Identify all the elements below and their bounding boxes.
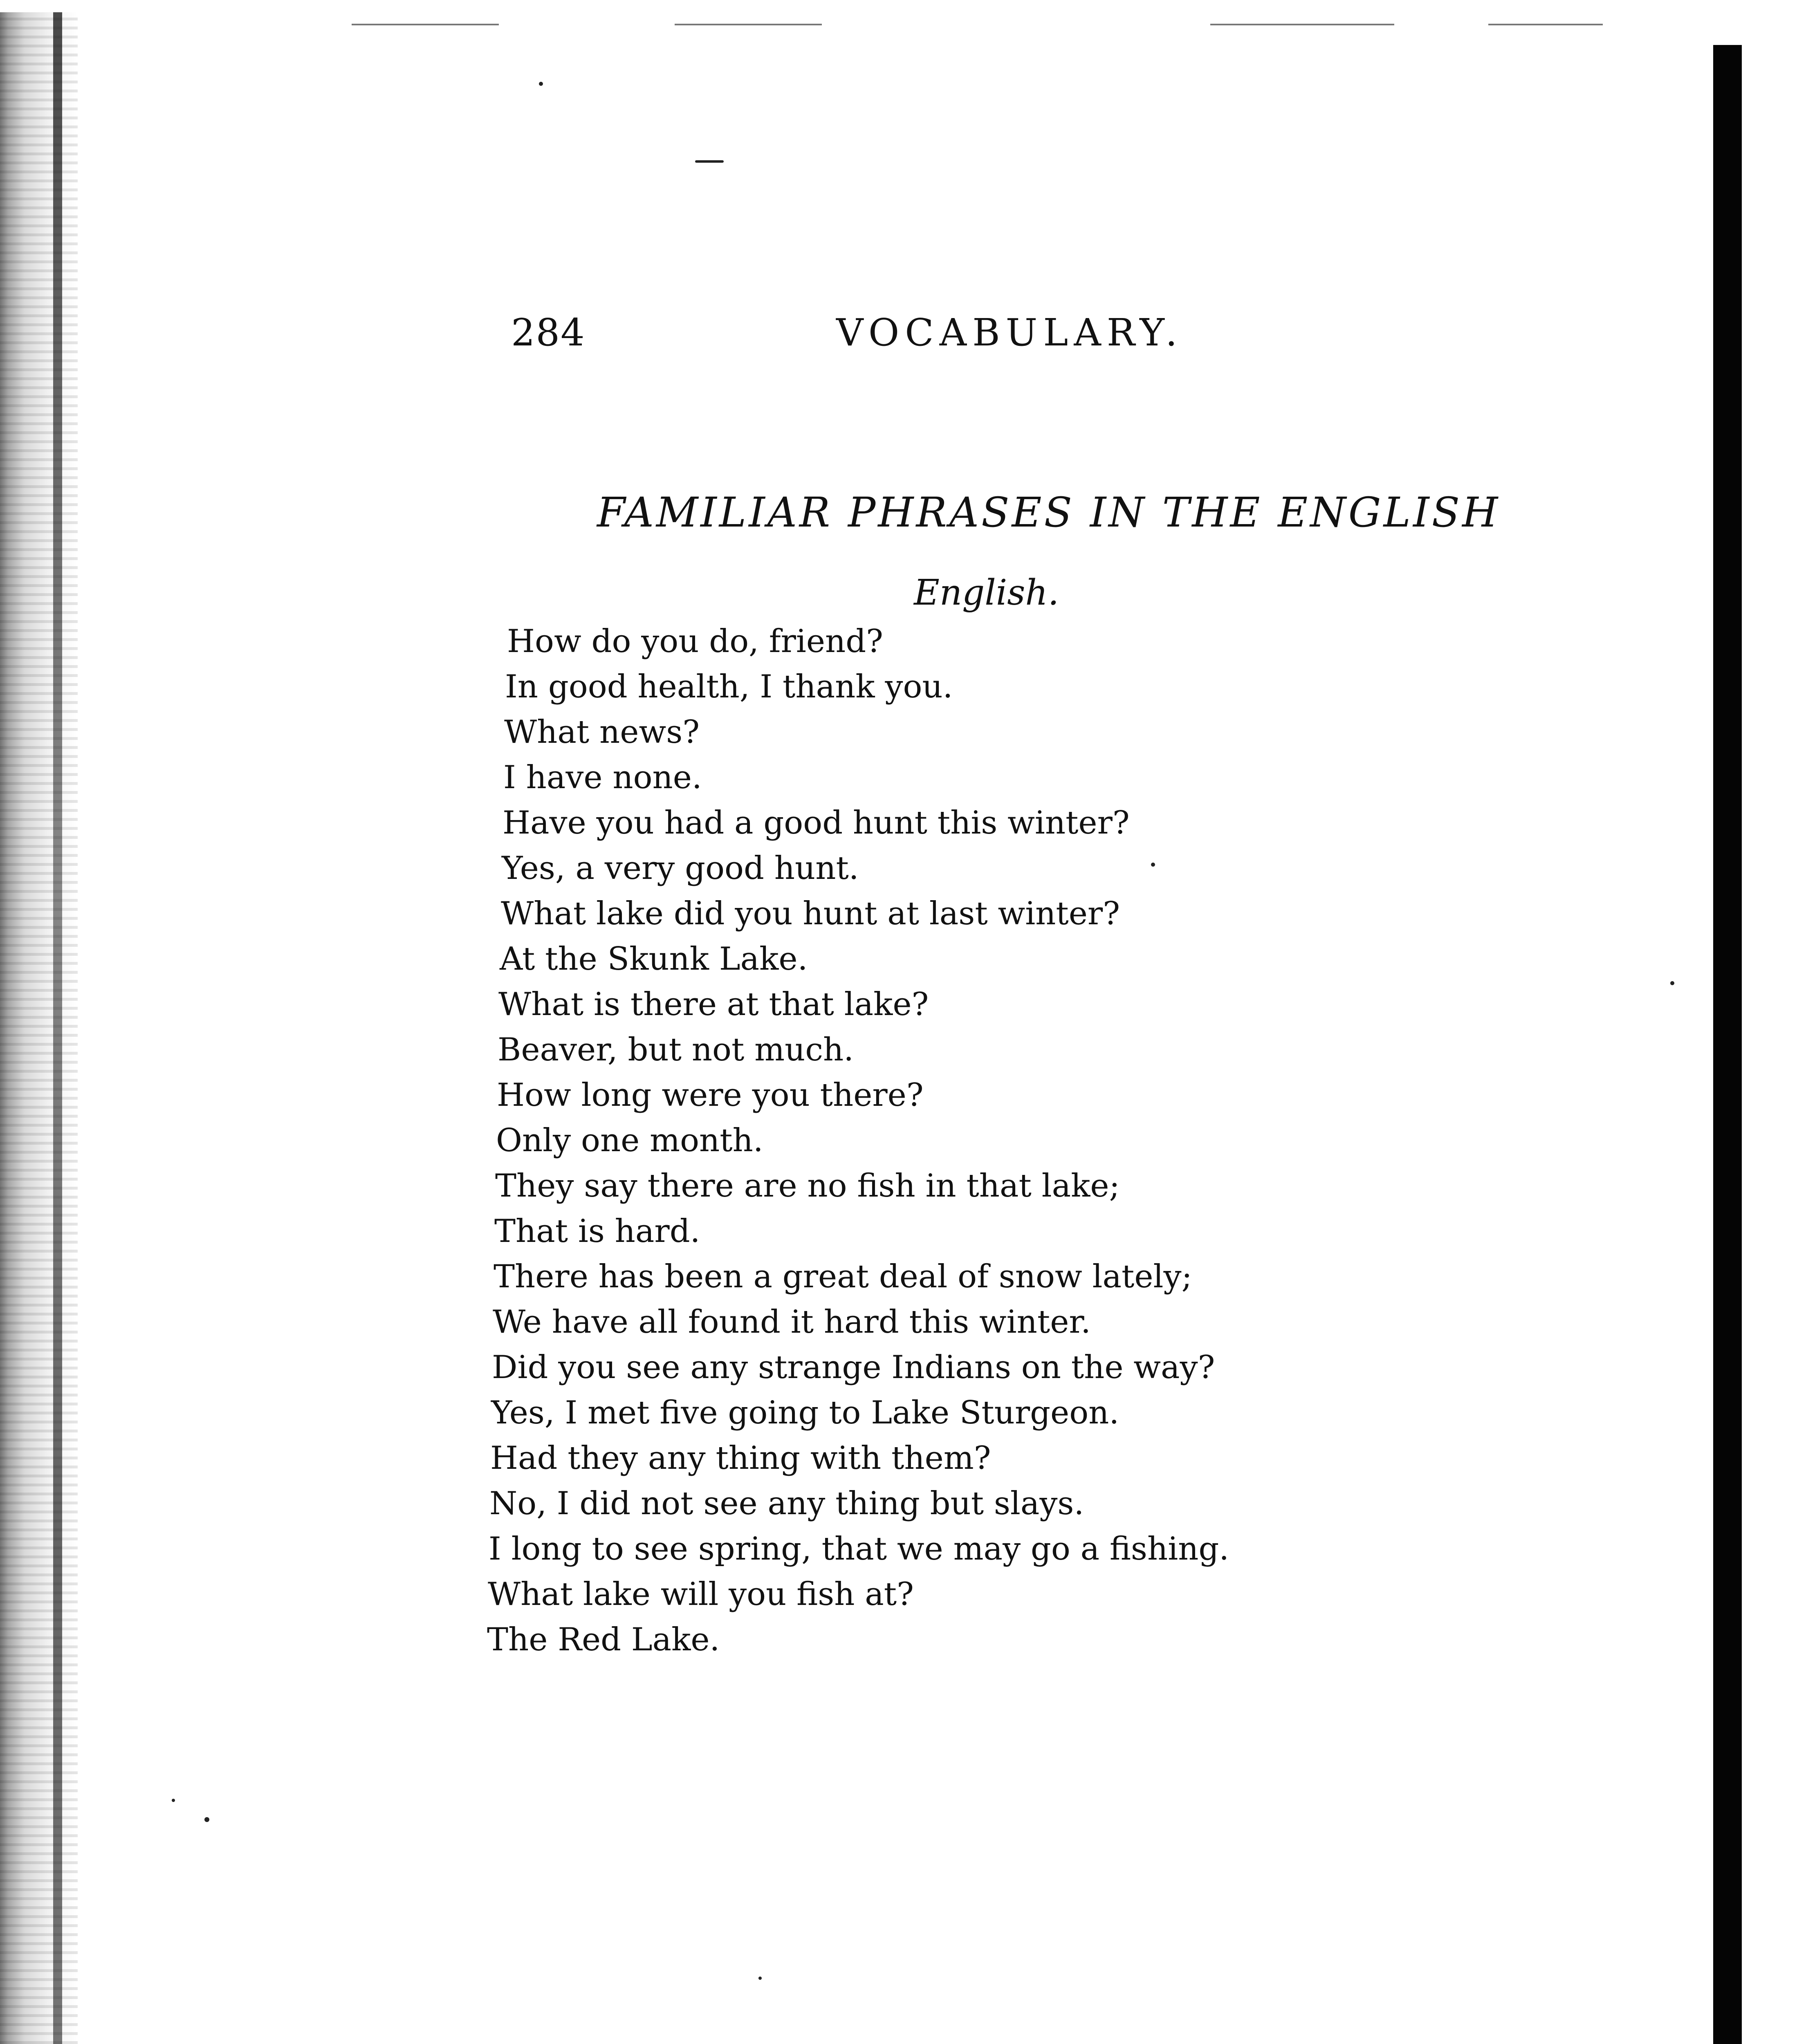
phrase-line: What news? — [504, 714, 700, 751]
phrase-line: Only one month. — [496, 1122, 763, 1159]
scan-right-edge-bar — [1713, 45, 1742, 2044]
phrase-line: How long were you there? — [497, 1077, 924, 1114]
phrase-line: What is there at that lake? — [498, 986, 929, 1023]
scan-speck — [1151, 863, 1155, 867]
phrase-line: Have you had a good hunt this winter? — [503, 805, 1130, 841]
scan-speck — [172, 1799, 175, 1802]
scan-top-rule — [1210, 24, 1394, 25]
phrase-line: In good health, I thank you. — [505, 668, 953, 705]
phrase-line: They say there are no fish in that lake; — [495, 1168, 1120, 1204]
phrase-line: That is hard. — [494, 1213, 700, 1250]
scan-speck — [204, 1817, 209, 1822]
scan-speck — [1670, 981, 1674, 985]
phrase-line: There has been a great deal of snow lately; — [494, 1258, 1192, 1295]
phrase-line: Yes, a very good hunt. — [502, 850, 859, 887]
column-heading: English. — [914, 572, 1059, 613]
phrase-line: I long to see spring, that we may go a fishing. — [489, 1531, 1229, 1567]
phrase-line: The Red Lake. — [487, 1621, 720, 1658]
phrase-line: We have all found it hard this winter. — [493, 1304, 1091, 1340]
running-head: VOCABULARY. — [836, 311, 1183, 354]
scan-left-edge-bar — [53, 12, 62, 2044]
section-title: FAMILIAR PHRASES IN THE ENGLISH — [597, 489, 1501, 536]
scan-speck — [758, 1977, 762, 1980]
scan-top-rule — [675, 24, 822, 25]
phrase-line: How do you do, friend? — [507, 623, 884, 660]
phrase-line: At the Skunk Lake. — [500, 941, 808, 977]
scan-top-rule — [1488, 24, 1603, 25]
phrase-line: Did you see any strange Indians on the way? — [492, 1349, 1215, 1386]
scan-speck — [695, 160, 724, 163]
scan-top-rule — [352, 24, 499, 25]
phrase-line: No, I did not see any thing but slays. — [489, 1485, 1084, 1522]
phrase-line: What lake did you hunt at last winter? — [501, 895, 1120, 932]
page-number: 284 — [511, 311, 586, 354]
phrase-line: I have none. — [503, 759, 702, 796]
scan-speck — [539, 82, 543, 86]
phrase-line: Had they any thing with them? — [490, 1440, 991, 1477]
phrase-line: What lake will you fish at? — [488, 1576, 914, 1613]
scan-left-edge-shadow — [0, 12, 78, 2044]
phrase-line: Beaver, but not much. — [498, 1031, 854, 1068]
phrase-line: Yes, I met five going to Lake Sturgeon. — [491, 1394, 1119, 1431]
